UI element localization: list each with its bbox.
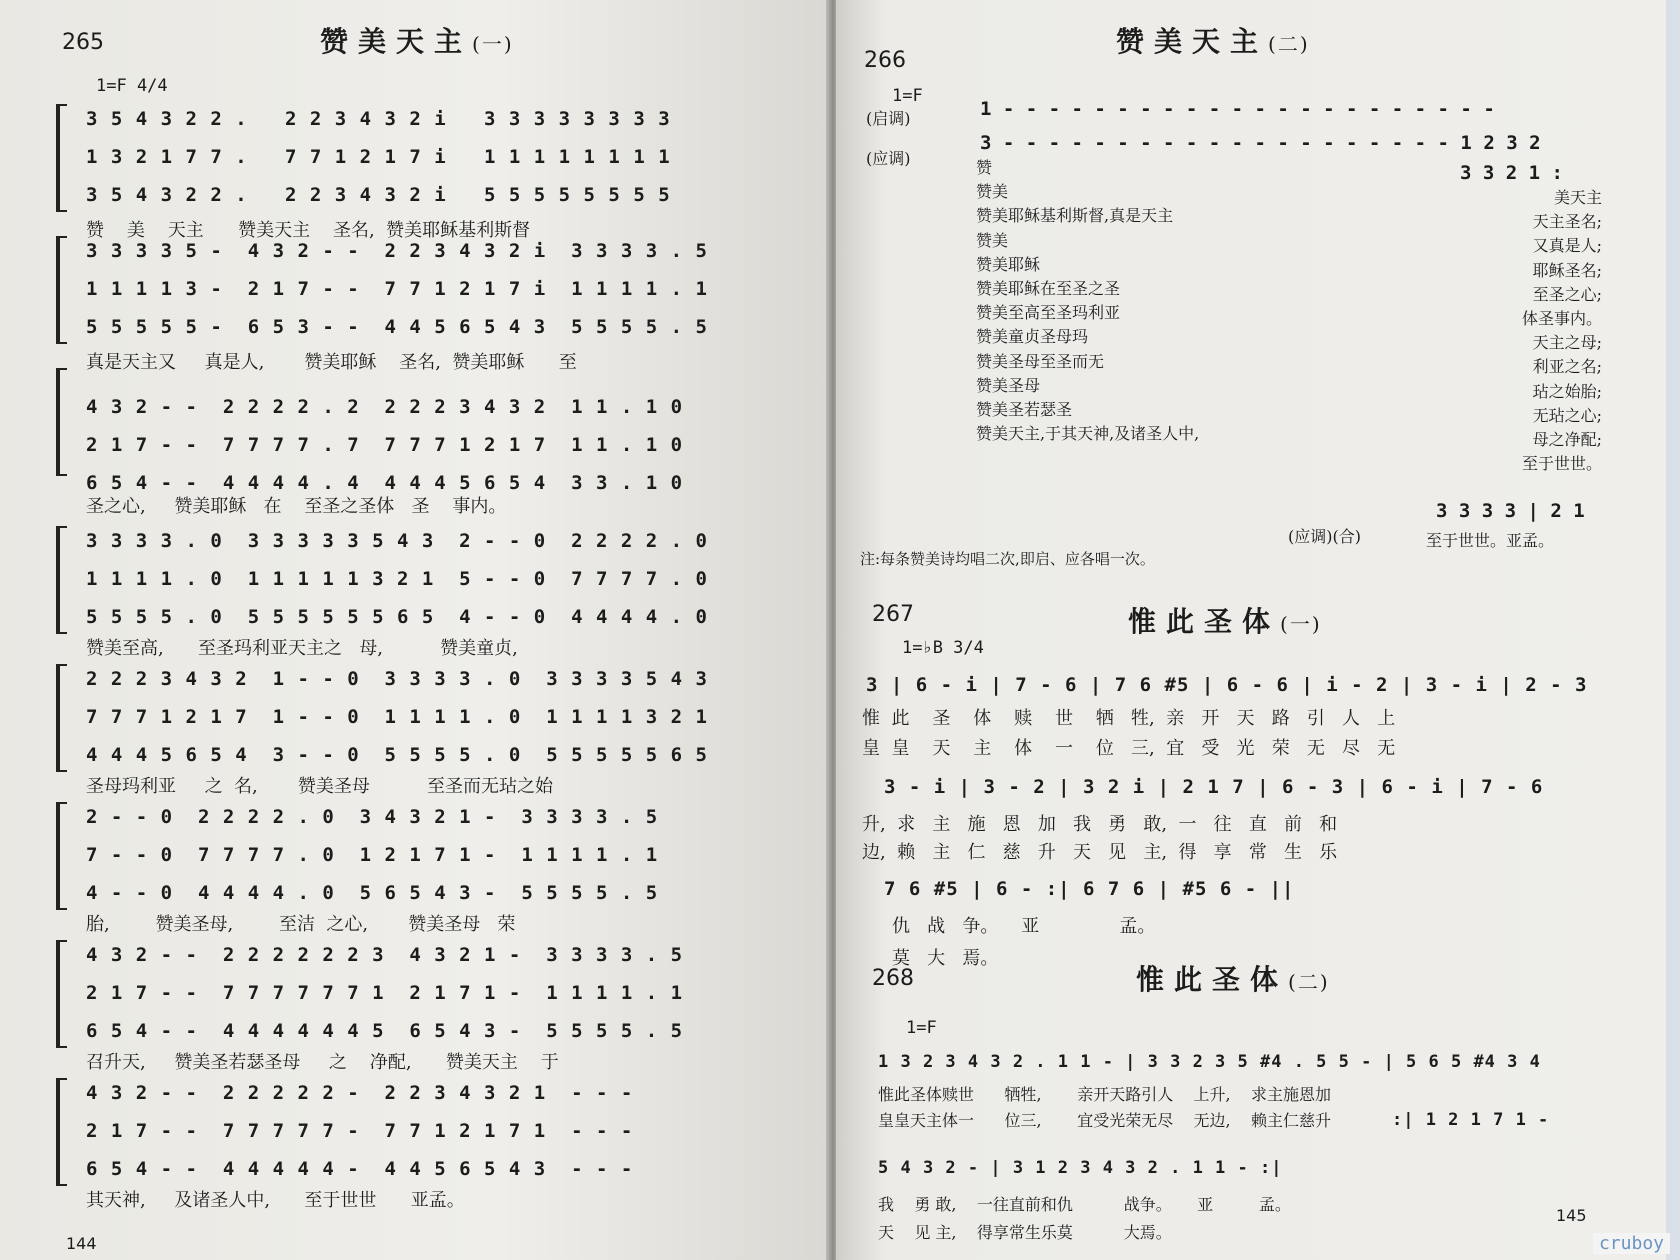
ending-lyric: 至于世世。亚孟。 bbox=[1426, 531, 1555, 550]
system-brace bbox=[56, 940, 67, 1048]
lyric-line: 其天神, 及诸圣人中, 至于世世 亚孟。 bbox=[86, 1190, 465, 1211]
lyric-line: 赞美至高, 至圣玛利亚天主之 母, 赞美童贞, bbox=[86, 638, 518, 659]
staff-alto: 2 1 7 - - 7 7 7 7 . 7 7 7 7 1 2 1 7 1 1 . 1 0 bbox=[86, 434, 684, 456]
title-text: 赞美天主 bbox=[320, 25, 473, 58]
chant-line-2: 3 - - - - - - - - - - - - - - - - - - - - 1 2 3 2 bbox=[980, 132, 1541, 154]
title-sub: (一) bbox=[472, 32, 514, 56]
label-response-tone: (应调) bbox=[866, 149, 911, 168]
key-signature: 1=F bbox=[892, 86, 923, 106]
right-page bbox=[836, 0, 1666, 1260]
label-start-tone: (启调) bbox=[866, 109, 911, 128]
hymn-number: 265 bbox=[62, 30, 104, 55]
staff-soprano: 4 3 2 - - 2 2 2 2 2 2 3 4 3 2 1 - 3 3 3 3 . 5 bbox=[86, 944, 684, 966]
title-sub: (二) bbox=[1288, 970, 1330, 994]
melody-line: 3 | 6 - i | 7 - 6 | 7 6 #5 | 6 - 6 | i - 2 | 3 - i | 2 - 3 bbox=[866, 674, 1588, 696]
lyric-line: 皇皇天主体一 位三, 宜受光荣无尽 无边, 赖主仁慈升 bbox=[878, 1111, 1331, 1130]
system-brace bbox=[56, 526, 67, 634]
key-signature: 1=F bbox=[906, 1018, 937, 1038]
hymn-title bbox=[320, 20, 514, 60]
title-sub: (一) bbox=[1280, 612, 1322, 636]
score-system bbox=[62, 1074, 810, 1224]
hymn-title bbox=[1136, 958, 1330, 998]
lyric-line: 我 勇 敢, 一往直前和仇 战争。 亚 孟。 bbox=[878, 1195, 1291, 1214]
score-system bbox=[62, 364, 810, 504]
lyric-line: 皇 皇 天 主 体 一 位 三, 宜 受 光 荣 无 尽 无 bbox=[862, 738, 1396, 759]
staff-soprano: 3 5 4 3 2 2 . 2 2 3 4 3 2 i 3 3 3 3 3 3 3 3 bbox=[86, 108, 671, 130]
staff-bass: 5 5 5 5 5 - 6 5 3 - - 4 4 5 6 5 4 3 5 5 5 5 . 5 bbox=[86, 316, 708, 338]
ending-label: (应调)(合) bbox=[1288, 527, 1361, 546]
staff-bass: 6 5 4 - - 4 4 4 4 4 4 5 6 5 4 3 - 5 5 5 5 . 5 bbox=[86, 1020, 684, 1042]
page-number: 144 bbox=[66, 1234, 97, 1253]
staff-bass: 4 4 4 5 6 5 4 3 - - 0 5 5 5 5 . 0 5 5 5 5 5 6 5 bbox=[86, 744, 708, 766]
system-brace bbox=[56, 664, 67, 772]
lyric-line: 边, 赖 主 仁 慈 升 天 见 主, 得 享 常 生 乐 bbox=[862, 842, 1338, 863]
lyric-line: 圣母玛利亚 之 名, 赞美圣母 至圣而无玷之始 bbox=[86, 776, 554, 797]
hymn-title bbox=[1116, 20, 1310, 60]
staff-soprano: 4 3 2 - - 2 2 2 2 . 2 2 2 2 3 4 3 2 1 1 . 1 0 bbox=[86, 396, 684, 418]
footnote: 注:每条赞美诗均唱二次,即启、应各唱一次。 bbox=[860, 550, 1155, 568]
staff-alto: 2 1 7 - - 7 7 7 7 7 7 1 2 1 7 1 - 1 1 1 1 . 1 bbox=[86, 982, 684, 1004]
lyric-line: 惟此圣体赎世 牺牲, 亲开天路引人 上升, 求主施恩加 bbox=[878, 1085, 1331, 1104]
staff-alto: 2 1 7 - - 7 7 7 7 7 - 7 7 1 2 1 7 1 - - - bbox=[86, 1120, 634, 1142]
lyric-line: 召升天, 赞美圣若瑟圣母 之 净配, 赞美天主 于 bbox=[86, 1052, 559, 1073]
staff-soprano: 3 3 3 3 5 - 4 3 2 - - 2 2 3 4 3 2 i 3 3 3 3 . 5 bbox=[86, 240, 708, 262]
staff-bass: 6 5 4 - - 4 4 4 4 . 4 4 4 4 5 6 5 4 3 3 . 1 0 bbox=[86, 472, 684, 494]
lyric-line: 真是天主又 真是人, 赞美耶稣 圣名, 赞美耶稣 至 bbox=[86, 352, 577, 373]
lyric-line: 仇 战 争。 亚 孟。 bbox=[892, 916, 1156, 937]
book-edge bbox=[1666, 0, 1680, 1260]
system-brace bbox=[56, 368, 67, 476]
key-signature: 1=F 4/4 bbox=[96, 76, 168, 96]
staff-alto: 1 1 1 1 3 - 2 1 7 - - 7 7 1 2 1 7 i 1 1 1 1 . 1 bbox=[86, 278, 708, 300]
key-signature: 1=♭B 3/4 bbox=[902, 638, 984, 658]
hymn-number: 266 bbox=[864, 48, 906, 73]
melody-line: 5 4 3 2 - | 3 1 2 3 4 3 2 . 1 1 - :| bbox=[878, 1158, 1283, 1178]
melody-line: 3 - i | 3 - 2 | 3 2 i | 2 1 7 | 6 - 3 | 6 - i | 7 - 6 bbox=[884, 776, 1544, 798]
staff-bass: 3 5 4 3 2 2 . 2 2 3 4 3 2 i 5 5 5 5 5 5 5 5 bbox=[86, 184, 671, 206]
score-system bbox=[62, 936, 810, 1073]
score-system bbox=[62, 798, 810, 935]
staff-soprano: 3 3 3 3 . 0 3 3 3 3 3 5 4 3 2 - - 0 2 2 2 2 . 0 bbox=[86, 530, 708, 552]
staff-soprano: 2 2 2 3 4 3 2 1 - - 0 3 3 3 3 . 0 3 3 3 3 5 4 3 bbox=[86, 668, 708, 690]
melody-line: 1 3 2 3 4 3 2 . 1 1 - | 3 3 2 3 5 #4 . 5 5 - | 5 6 5 #4 3 4 bbox=[878, 1052, 1541, 1072]
staff-alto: 1 3 2 1 7 7 . 7 7 1 2 1 7 i 1 1 1 1 1 1 1 1 bbox=[86, 146, 671, 168]
score-system bbox=[62, 660, 810, 797]
melody-line: 7 6 #5 | 6 - :| 6 7 6 | #5 6 - || bbox=[884, 878, 1295, 900]
staff-bass: 5 5 5 5 . 0 5 5 5 5 5 5 6 5 4 - - 0 4 4 4 4 . 0 bbox=[86, 606, 708, 628]
staff-bass: 6 5 4 - - 4 4 4 4 4 - 4 4 5 6 5 4 3 - - - bbox=[86, 1158, 634, 1180]
score-system bbox=[62, 522, 810, 659]
system-brace bbox=[56, 1078, 67, 1186]
title-text: 赞美天主 bbox=[1116, 25, 1269, 58]
system-brace bbox=[56, 802, 67, 910]
lyric-line: 惟 此 圣 体 赎 世 牺 牲, 亲 开 天 路 引 人 上 bbox=[862, 708, 1396, 729]
chant-line-1: 1 - - - - - - - - - - - - - - - - - - - - - - bbox=[980, 98, 1495, 120]
title-sub: (二) bbox=[1268, 32, 1310, 56]
staff-alto: 7 - - 0 7 7 7 7 . 0 1 2 1 7 1 - 1 1 1 1 . 1 bbox=[86, 844, 659, 866]
title-text: 惟此圣体 bbox=[1128, 605, 1281, 638]
score-system bbox=[62, 232, 810, 372]
verse-list: 赞 赞美 赞美耶稣基利斯督,真是天主 赞美 赞美耶稣 赞美耶稣在至圣之圣 赞美至高至圣玛利亚 赞美童贞圣母玛 赞美圣母至圣而无 赞美圣母 赞美圣若瑟圣 赞美天主,于其天神,及诸圣人中, bbox=[976, 158, 1200, 444]
lyric-line: 升, 求 主 施 恩 加 我 勇 敢, 一 往 直 前 和 bbox=[862, 814, 1338, 835]
title-text: 惟此圣体 bbox=[1136, 963, 1289, 996]
system-brace bbox=[56, 236, 67, 344]
lyric-line: 赞 美 天主 赞美天主 圣名, 赞美耶稣基利斯督 bbox=[86, 220, 531, 241]
staff-bass: 4 - - 0 4 4 4 4 . 0 5 6 5 4 3 - 5 5 5 5 . 5 bbox=[86, 882, 659, 904]
hymn-title bbox=[1128, 600, 1322, 640]
lyric-line: 胎, 赞美圣母, 至洁 之心, 赞美圣母 荣 bbox=[86, 914, 516, 935]
staff-soprano: 2 - - 0 2 2 2 2 . 0 3 4 3 2 1 - 3 3 3 3 . 5 bbox=[86, 806, 659, 828]
ending-notes: 3 3 3 3 | 2 1 bbox=[1436, 500, 1585, 522]
lyric-line: 圣之心, 赞美耶稣 在 至圣之圣体 圣 事内。 bbox=[86, 496, 507, 517]
lyric-line: 天 见 主, 得享常生乐莫 大焉。 bbox=[878, 1223, 1172, 1242]
page-number: 145 bbox=[1556, 1206, 1587, 1225]
left-page bbox=[0, 0, 830, 1260]
score-system bbox=[62, 100, 810, 240]
lyric-line: 莫 大 焉。 bbox=[892, 948, 999, 969]
chant-line-2-end: 3 3 2 1 : bbox=[1460, 162, 1563, 184]
response-list: 美天主 天主圣名; 又真是人; 耶稣圣名; 至圣之心; 体圣事内。 天主之母; 利亚之名; 玷之始胎; 无玷之心; 母之净配; 至于世世。 bbox=[1521, 188, 1602, 474]
hymn-number: 268 bbox=[872, 966, 914, 991]
staff-alto: 7 7 7 1 2 1 7 1 - - 0 1 1 1 1 . 0 1 1 1 1 3 2 1 bbox=[86, 706, 708, 728]
hymn-number: 267 bbox=[872, 602, 914, 627]
watermark: cruboy bbox=[1593, 1233, 1670, 1254]
melody-line: :| 1 2 1 7 1 - bbox=[1392, 1110, 1550, 1130]
staff-soprano: 4 3 2 - - 2 2 2 2 2 - 2 2 3 4 3 2 1 - - - bbox=[86, 1082, 634, 1104]
staff-alto: 1 1 1 1 . 0 1 1 1 1 1 3 2 1 5 - - 0 7 7 7 7 . 0 bbox=[86, 568, 708, 590]
system-brace bbox=[56, 104, 67, 212]
